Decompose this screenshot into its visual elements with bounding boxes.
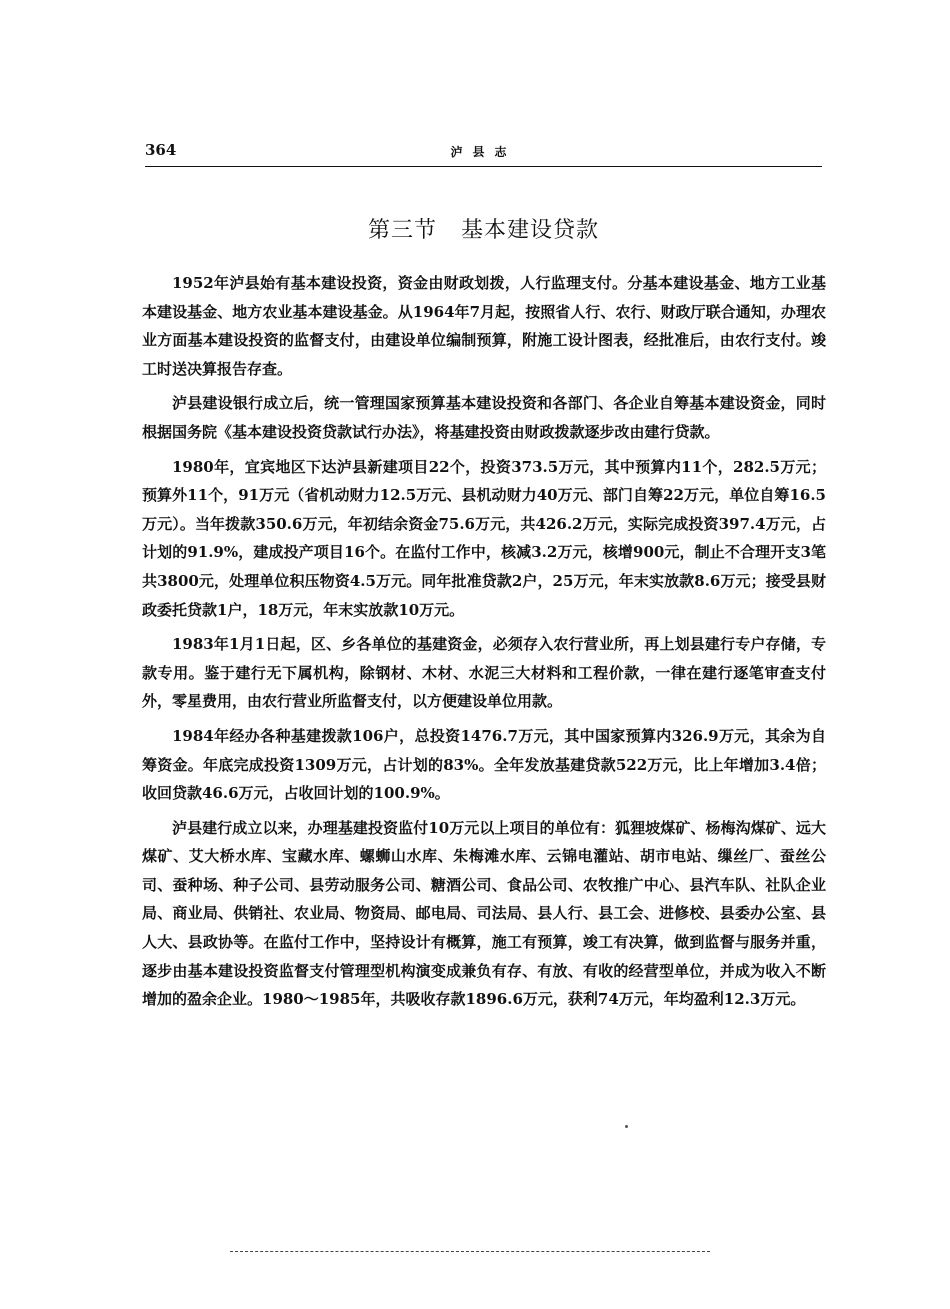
paragraph: 1980年，宜宾地区下达泸县新建项目22个，投资373.5万元，其中预算内11个，282.5万元；预算外11个，91万元（省机动财力12.5万元、县机动财力40万元、部门自筹22万元，单位自筹16.5万元）。当年拨款350.6万元，年初结余资金75.6万元，共426.2万元，实际完成投资397.4万元，占计划的91.9%，建成投产项目16个。在监付工作中，核减3.2万元，核增900元，制止不合理开支3笔共3800元，处理单位积压物资4.5万元。同年批准贷款2户，25万元，年末实放款8.6万元；接受县财政委托贷款1户，18万元，年末实放款10万元。	[142, 457, 826, 619]
header-rule	[145, 166, 822, 167]
paragraph: 泸县建设银行成立后，统一管理国家预算基本建设投资和各部门、各企业自筹基本建设资金，同时根据国务院《基本建设投资贷款试行办法》，将基建投资由财政拨款逐步改由建行贷款。	[142, 394, 826, 441]
page-header	[145, 141, 822, 167]
section-title: 基本建设贷款	[461, 218, 600, 243]
section-heading	[145, 213, 822, 244]
paragraph: 1952年泸县始有基本建设投资，资金由财政划拨，人行监理支付。分基本建设基金、地方工业基本建设基金、地方农业基本建设基金。从1964年7月起，按照省人行、农行、财政厅联合通知，办理农业方面基本建设投资的监督支付，由建设单位编制预算，附施工设计图表，经批准后，由农行支付。竣工时送决算报告存查。	[142, 274, 826, 378]
page-number: 364	[145, 141, 177, 159]
running-title: 泸县志	[450, 145, 517, 159]
scan-speck	[625, 1125, 628, 1128]
body-text	[142, 269, 826, 1020]
section-number: 第三节	[367, 218, 437, 243]
bottom-rule	[230, 1251, 710, 1252]
paragraph: 1984年经办各种基建拨款106户，总投资1476.7万元，其中国家预算内326.9万元，其余为自筹资金。年底完成投资1309万元，占计划的83%。全年发放基建贷款522万元，比上年增加3.4倍；收回贷款46.6万元，占收回计划的100.9%。	[142, 726, 826, 803]
paragraph: 1983年1月1日起，区、乡各单位的基建资金，必须存入农行营业所，再上划县建行专户存储，专款专用。鉴于建行无下属机构，除钢材、木材、水泥三大材料和工程价款，一律在建行逐笔审查支付外，零星费用，由农行营业所监督支付，以方便建设单位用款。	[142, 635, 826, 711]
paragraph: 泸县建行成立以来，办理基建投资监付10万元以上项目的单位有：狐狸坡煤矿、杨梅沟煤矿、远大煤矿、艾大桥水库、宝藏水库、螺蛳山水库、朱梅滩水库、云锦电灌站、胡市电站、缫丝厂、蚕丝公司、蚕种场、种子公司、县劳动服务公司、糖酒公司、食品公司、农牧推广中心、县汽车队、社队企业局、商业局、供销社、农业局、物资局、邮电局、司法局、县人行、县工会、进修校、县委办公室、县人大、县政协等。在监付工作中，坚持设计有概算，施工有预算，竣工有决算，做到监督与服务并重，逐步由基本建设投资监督支付管理型机构演变成兼负有存、有放、有收的经营型单位，并成为收入不断增加的盈余企业。1980～1985年，共吸收存款1896.6万元，获利74万元，年均盈利12.3万元。	[142, 818, 826, 1009]
